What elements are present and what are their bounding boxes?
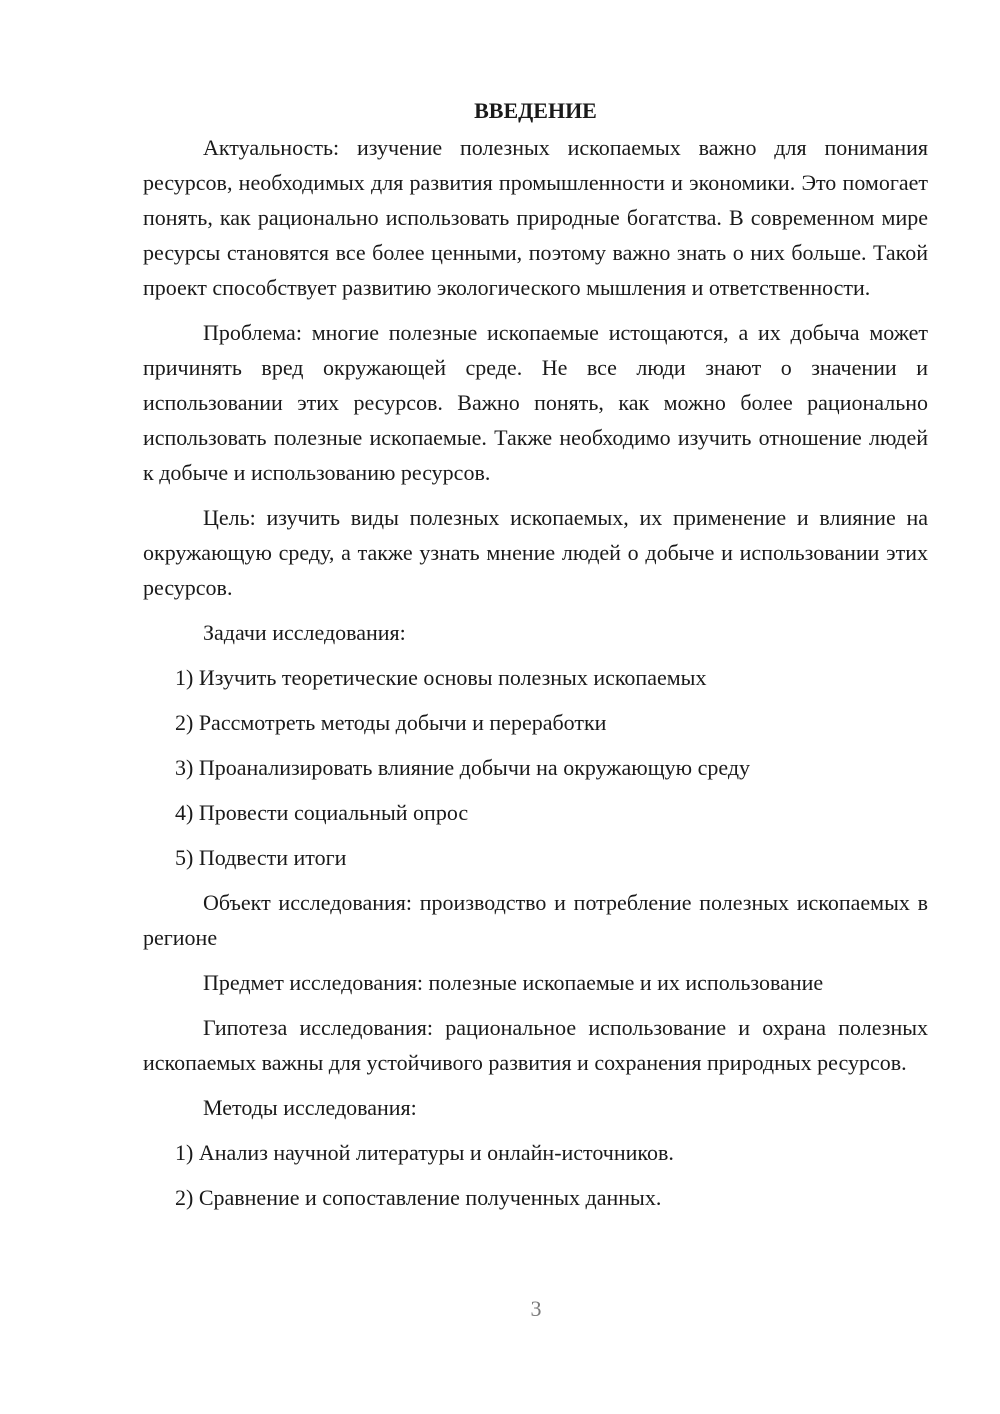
task-item-5: 5) Подвести итоги bbox=[175, 845, 347, 870]
object-paragraph: Объект исследования: производство и потребление полезных ископаемых в регионе bbox=[143, 890, 928, 950]
method-item-1: 1) Анализ научной литературы и онлайн-источников. bbox=[175, 1140, 674, 1165]
task-item-2: 2) Рассмотреть методы добычи и переработки bbox=[175, 710, 607, 735]
task-item-3: 3) Проанализировать влияние добычи на окружающую среду bbox=[175, 755, 751, 780]
relevance-paragraph: Актуальность: изучение полезных ископаемых важно для понимания ресурсов, необходимых для развития промышленности и экономики. Это помогает понять, как рационально использовать природные богатства. В современном мире ресурсы становятся все более ценными, поэтому важно знать о них больше. Такой проект способствует развитию экологического мышления и ответственности. bbox=[143, 135, 928, 300]
problem-paragraph: Проблема: многие полезные ископаемые истощаются, а их добыча может причинять вред окружающей среде. Не все люди знают о значении и использовании этих ресурсов. Важно понять, как можно более рационально использовать полезные ископаемые. Также необходимо изучить отношение людей к добыче и использованию ресурсов. bbox=[143, 320, 928, 485]
tasks-heading: Задачи исследования: bbox=[203, 620, 406, 645]
hypothesis-paragraph: Гипотеза исследования: рациональное использование и охрана полезных ископаемых важны для устойчивого развития и сохранения природных ресурсов. bbox=[143, 1015, 928, 1075]
goal-paragraph: Цель: изучить виды полезных ископаемых, их применение и влияние на окружающую среду, а также узнать мнение людей о добыче и использовании этих ресурсов. bbox=[143, 505, 928, 600]
page-number: 3 bbox=[530, 1296, 542, 1321]
method-item-2: 2) Сравнение и сопоставление полученных данных. bbox=[175, 1185, 662, 1210]
task-item-4: 4) Провести социальный опрос bbox=[175, 800, 469, 825]
methods-heading: Методы исследования: bbox=[203, 1095, 417, 1120]
page-title: ВВЕДЕНИЕ bbox=[474, 98, 597, 123]
subject-paragraph: Предмет исследования: полезные ископаемые и их использование bbox=[203, 970, 824, 995]
document-page bbox=[143, 96, 928, 1225]
task-item-1: 1) Изучить теоретические основы полезных ископаемых bbox=[175, 665, 707, 690]
